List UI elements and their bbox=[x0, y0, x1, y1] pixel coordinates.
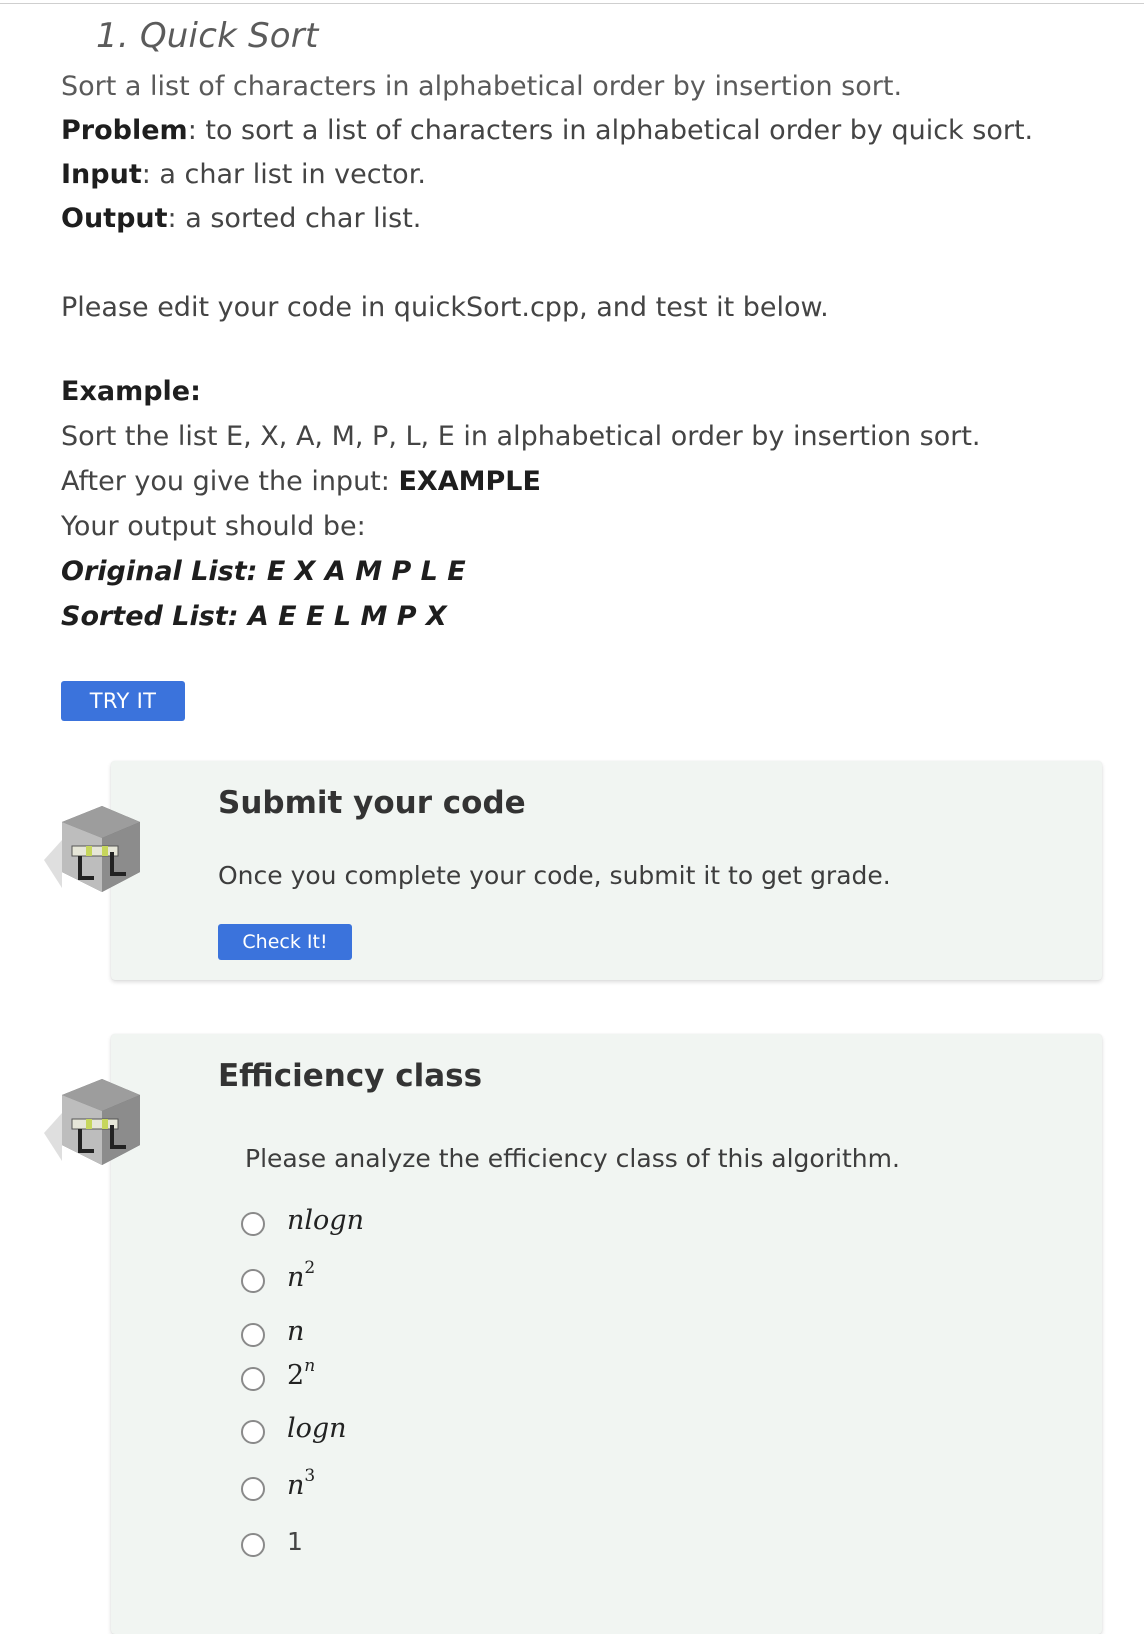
option-label: logn bbox=[287, 1412, 347, 1444]
terminal-box-icon bbox=[42, 800, 150, 904]
output-line bbox=[61, 201, 421, 237]
radio-icon[interactable] bbox=[241, 1420, 265, 1444]
submit-heading: Submit your code bbox=[218, 785, 526, 821]
example-input-line bbox=[61, 464, 541, 500]
example-input-value: EXAMPLE bbox=[398, 466, 541, 497]
example-description: Sort the list E, X, A, M, P, L, E in alphabetical order by insertion sort. bbox=[61, 421, 981, 452]
example-output-label: Your output should be: bbox=[61, 511, 366, 542]
radio-icon[interactable] bbox=[241, 1367, 265, 1391]
problem-line bbox=[61, 113, 1033, 149]
output-label: Output bbox=[61, 203, 168, 234]
example-sorted-list: Sorted List: A E E L M P X bbox=[61, 601, 447, 632]
option-label: $n^3$ bbox=[287, 1466, 316, 1501]
option-logn[interactable] bbox=[241, 1412, 347, 1449]
option-n-squared[interactable] bbox=[241, 1258, 316, 1298]
option-label: n bbox=[287, 1315, 305, 1347]
option-label: nlogn bbox=[287, 1204, 364, 1236]
example-input-prefix: After you give the input: bbox=[61, 466, 399, 497]
option-label: $n^2$ bbox=[287, 1258, 316, 1293]
page-title: 1. Quick Sort bbox=[96, 16, 319, 56]
check-it-button[interactable]: Check It! bbox=[218, 924, 352, 960]
example-original-list: Original List: E X A M P L E bbox=[61, 556, 466, 587]
radio-icon[interactable] bbox=[241, 1477, 265, 1501]
radio-icon[interactable] bbox=[241, 1533, 265, 1557]
top-divider bbox=[0, 3, 1144, 4]
option-2-power-n[interactable] bbox=[241, 1356, 316, 1396]
efficiency-question: Please analyze the efficiency class of this algorithm. bbox=[245, 1144, 900, 1173]
example-heading: Example: bbox=[61, 376, 201, 407]
submit-text: Once you complete your code, submit it to get grade. bbox=[218, 861, 891, 890]
try-it-button[interactable]: TRY IT bbox=[61, 681, 185, 721]
radio-icon[interactable] bbox=[241, 1323, 265, 1347]
radio-icon[interactable] bbox=[241, 1269, 265, 1293]
problem-text: : to sort a list of characters in alphabetical order by quick sort. bbox=[187, 115, 1034, 146]
intro-text: Sort a list of characters in alphabetical order by insertion sort. bbox=[61, 71, 903, 102]
edit-note: Please edit your code in quickSort.cpp, and test it below. bbox=[61, 292, 829, 323]
efficiency-heading: Efficiency class bbox=[218, 1058, 483, 1094]
option-nlogn[interactable] bbox=[241, 1204, 364, 1241]
option-n[interactable] bbox=[241, 1315, 305, 1352]
radio-icon[interactable] bbox=[241, 1212, 265, 1236]
output-text: : a sorted char list. bbox=[167, 203, 422, 234]
option-1[interactable] bbox=[241, 1528, 303, 1562]
terminal-box-icon bbox=[42, 1073, 150, 1177]
option-label: 2$^n$ bbox=[287, 1356, 316, 1391]
input-text: : a char list in vector. bbox=[141, 159, 426, 190]
option-n-cubed[interactable] bbox=[241, 1466, 316, 1506]
input-label: Input bbox=[61, 159, 142, 190]
option-label: 1 bbox=[287, 1526, 303, 1556]
input-line bbox=[61, 157, 426, 193]
problem-label: Problem bbox=[61, 115, 188, 146]
